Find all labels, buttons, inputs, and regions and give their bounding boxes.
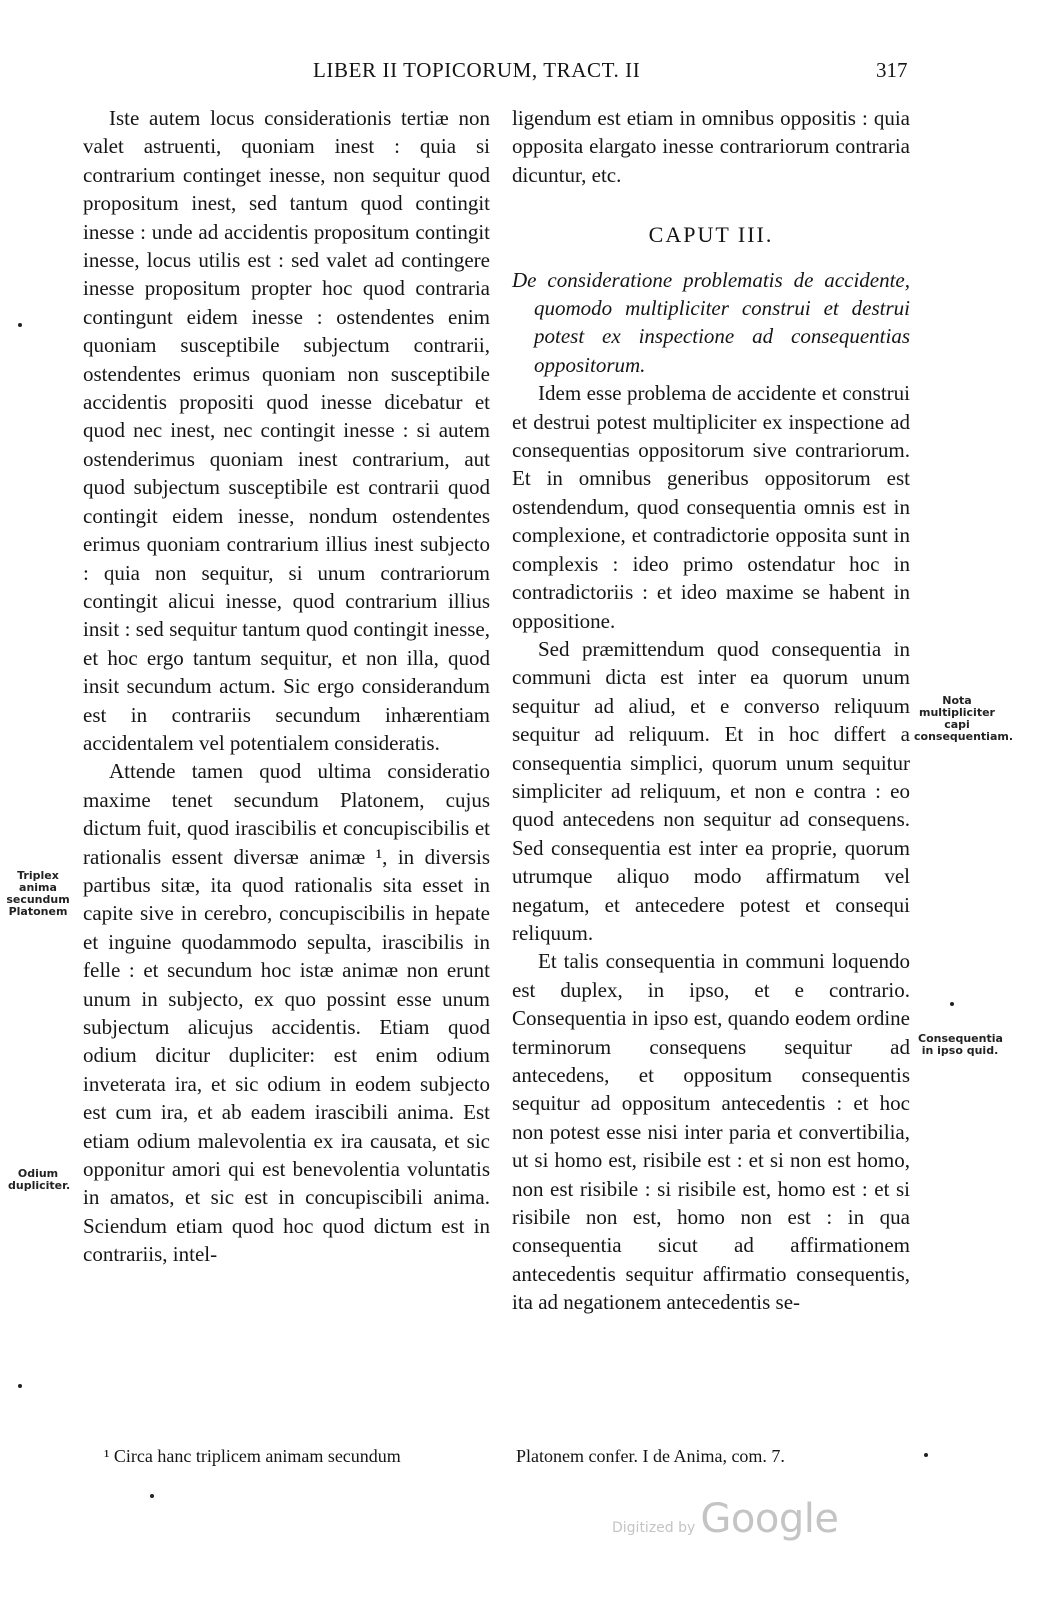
- right-paragraph-2: Idem esse problema de accidente et construi et destrui potest multipliciter ex inspectione ad consequentias oppositorum sive contrariorum. Et in omnibus generibus oppositorum est ostendendum, quod consequentia omnis est in complexione, et contradictorie opposita sunt in complexis : ideo primo ostendatur hoc in contradictoriis : et ideo maxime se habent in oppositione.: [512, 381, 910, 633]
- chapter-rubric: De consideratione problematis de accidente, quomodo multipliciter construi et destrui potest ex inspectione ad consequentias oppositorum.: [512, 267, 910, 377]
- right-paragraph-4: Et talis consequentia in communi loquendo est duplex, in ipso, et e contrario. Consequentia in ipso est, quando eodem ordine terminorum consequens sequitur ad antecedens, et oppositum consequentis sequitur ad oppositum antecedentis : et hoc non potest esse nisi inter paria et convertibilia, ut si homo est, risibile est : et si non est homo, non est risibile : si risibile est, homo est : et si risibile non est, homo non est : in qua consequentia sicut ad affirmationem antecedentis sequitur affirmatio consequentis, ita ad negationem antecedentis se-: [512, 949, 910, 1315]
- footnote-right: Platonem confer. I de Anima, com. 7.: [516, 1446, 785, 1466]
- left-paragraph-1: Iste autem locus considerationis tertiæ non valet astruenti, quoniam inest : quia si contrarium continget inesse, non sequitur quod propositum inest, sed tantum quod contingit inesse : unde ad accidentis propositum contingit inesse, locus utilis est : sed valet ad contingere inesse propositum propter hoc quod contraria contingunt eidem inesse : ostendentes enim quoniam susceptibile subjectum contrarii, ostendentes erimus quoniam non susceptibile accidentis propositi quod inesse dicebatur et quod nec inest, nec contingit inesse : si autem ostenderimus quoniam inest contrarium, aut quod subjectum susceptibile est contrarii quod contingit eidem inesse, nondum ostendentes erimus quoniam contrarium illius inest subjecto : quia non sequitur, si unum contrariorum contingit alicui inesse, quod contrarium illius insit : sed sequitur tantum quod contingit inesse, et hoc ergo tantum sequitur, et non illa, quod insit secundum actum. Sic ergo considerandum est in contrariis secundum inhærentiam accidentalem vel potentialem consideratis.: [83, 106, 490, 755]
- watermark-prefix: Digitized by: [612, 1520, 696, 1536]
- margin-dot: [924, 1453, 928, 1457]
- margin-note-consequentia: Consequentia in ipso quid.: [918, 1032, 1003, 1057]
- chapter-heading: CAPUT III.: [648, 222, 774, 248]
- margin-dot: [18, 323, 22, 327]
- footnote: [104, 1446, 894, 1467]
- running-header: LIBER II TOPICORUM, TRACT. II: [313, 58, 641, 82]
- watermark-brand: Google: [700, 1496, 839, 1542]
- digitized-watermark: [612, 1496, 838, 1542]
- right-paragraph-1: ligendum est etiam in omnibus oppositis : quia opposita elargato inesse contrariorum contraria dicuntur, etc.: [512, 106, 910, 187]
- margin-note-nota: Nota multipliciter capi consequentiam.: [914, 694, 1014, 743]
- margin-dot: [150, 1494, 154, 1498]
- margin-note-odium: Odium dupliciter.: [8, 1167, 71, 1192]
- right-paragraph-3: Sed præmittendum quod consequentia in communi dicta est inter ea quorum unum sequitur ad aliud, et e converso reliquum sequitur ad reliquum. Et in hoc differt a consequentia simplici, quorum unum sequitur simpliciter ad reliquum, et non e contra : eo quod antecedens non sequitur ad consequens. Sed consequentia est inter ea proprie, quorum utrumque aliquo modo affirmatum vel negatum, et antecedere potest et consequi reliquum.: [512, 636, 910, 945]
- footnote-left: ¹ Circa hanc triplicem animam secundum: [104, 1446, 401, 1466]
- left-column: [83, 104, 490, 1269]
- right-column: [512, 104, 910, 1317]
- left-paragraph-2: Attende tamen quod ultima consideratio maxime tenet secundum Platonem, cujus dictum fuit, quod irascibilis et concupiscibilis et rationalis essent diversæ animæ ¹, in diversis partibus sitæ, ita quod rationalis sita esset in capite sive in cerebro, concupiscibilis in hepate et inguine quodammodo sepulta, irascibilis in felle : et secundum hoc istæ animæ non erunt unum in subjecto, ex quo possint esse unum subjectum alicujus accidentis. Etiam quod odium dicitur dupliciter: est enim odium inveterata ira, et sic odium in eodem subjecto est cum ira, et ab eadem irascibili anima. Est etiam odium malevolentia ex ira causata, et sic opponitur amori qui est benevolentia voluntatis in amatos, et sic est in concupiscibili anima. Sciendum etiam quod hoc quod dictum est in contrariis, intel-: [83, 759, 490, 1267]
- page-number: 317: [876, 58, 908, 82]
- margin-note-triplex: Triplex anima secundum Platonem: [6, 869, 70, 918]
- margin-dot: [18, 1384, 22, 1388]
- margin-dot: [950, 1002, 954, 1006]
